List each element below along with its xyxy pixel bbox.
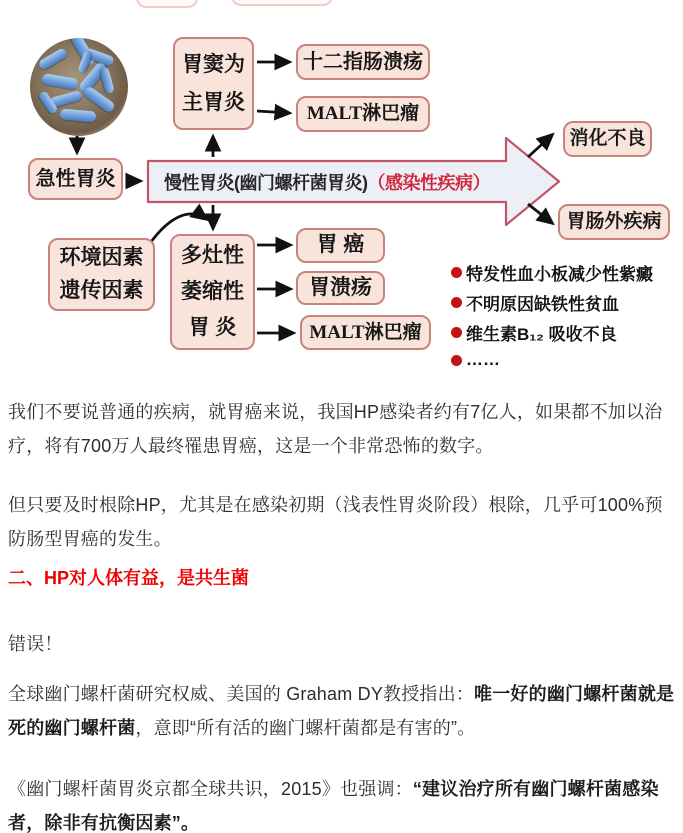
node-label: 胃 癌 [316, 233, 365, 257]
node-label-line1: 胃窦为 [182, 52, 245, 76]
quote-intro: 全球幽门螺杆菌研究权威、美国的 Graham DY教授指出： [8, 684, 475, 704]
node-label: 胃肠外疾病 [566, 211, 662, 233]
node-label-line3: 胃 炎 [188, 315, 237, 339]
banner-label-black: 慢性胃炎(幽门螺杆菌胃炎) [164, 172, 368, 193]
node-label: MALT淋巴瘤 [309, 321, 422, 343]
node-dyspepsia [563, 121, 652, 157]
quote-tail: ，意即“所有活的幽门螺杆菌都是有害的”。 [135, 718, 476, 738]
node-label: MALT淋巴瘤 [306, 103, 420, 125]
bullet-dot-icon [451, 267, 462, 278]
list-item [451, 290, 653, 315]
node-duodenal-ulcer [296, 44, 430, 80]
node-label-line1: 环境因素 [59, 245, 144, 269]
node-label-line1: 多灶性 [181, 244, 244, 268]
consensus-intro: 《幽门螺杆菌胃炎京都全球共识，2015》也强调： [8, 779, 413, 799]
paragraph-graham-quote [8, 677, 675, 745]
list-item-label: 维生素B₁₂ 吸收不良 [466, 325, 617, 344]
hp-disease-flow-diagram [0, 0, 683, 372]
list-item-label: 不明原因缺铁性贫血 [466, 295, 619, 314]
node-antrum-predominant-gastritis [173, 37, 254, 130]
bullet-dot-icon [451, 327, 462, 338]
node-label: 消化不良 [569, 128, 646, 150]
list-item [451, 260, 653, 285]
node-extragastric-disease [558, 204, 670, 240]
list-item-label: …… [466, 350, 500, 369]
node-label: 胃溃疡 [309, 275, 372, 299]
list-item [451, 320, 653, 345]
consensus-bold: “建议治疗所有幽门螺杆菌感染者，除非有抗衡因素”。 [8, 779, 659, 833]
node-label-line2: 遗传因素 [59, 278, 144, 302]
node-chronic-gastritis-banner [150, 161, 504, 202]
node-malt-lymphoma-top [296, 96, 430, 132]
node-multifocal-atrophic-gastritis [170, 234, 255, 350]
node-malt-lymphoma-bottom [300, 315, 431, 350]
bullet-dot-icon [451, 355, 462, 366]
bullet-dot-icon [451, 297, 462, 308]
node-gastric-cancer [296, 228, 385, 263]
node-environment-genetic-factors [48, 238, 155, 311]
node-label-line2: 主胃炎 [182, 90, 245, 114]
paragraph-eradication-prevention: 但只要及时根除HP，尤其是在感染初期（浅表性胃炎阶段）根除，几乎可100%预防肠型胃癌的发生。 [8, 495, 663, 549]
banner-label-red: （感染性疾病） [367, 172, 490, 193]
h-pylori-bacteria-image [30, 38, 128, 136]
quote-bold: 唯一好的幽门螺杆菌就是死的幽门螺杆菌 [8, 684, 675, 738]
node-label: 十二指肠溃疡 [303, 50, 423, 73]
extragastric-manifestations-list [451, 260, 653, 370]
node-label-line2: 萎缩性 [181, 280, 244, 304]
list-item [451, 350, 653, 370]
node-acute-gastritis [28, 158, 123, 200]
paragraph-hp-infection-numbers: 我们不要说普通的疾病，就胃癌来说，我国HP感染者约有7亿人，如果都不加以治疗，将有700万人最终罹患胃癌，这是一个非常恐怖的数字。 [8, 402, 663, 456]
section-heading-2: 二、HP对人体有益，是共生菌 [8, 568, 250, 588]
node-label: 急性胃炎 [35, 167, 116, 190]
paragraph-wrong: 错误！ [8, 634, 63, 654]
list-item-label: 特发性血小板减少性紫癜 [466, 265, 653, 284]
paragraph-kyoto-consensus [8, 772, 675, 833]
node-gastric-ulcer [296, 271, 385, 305]
